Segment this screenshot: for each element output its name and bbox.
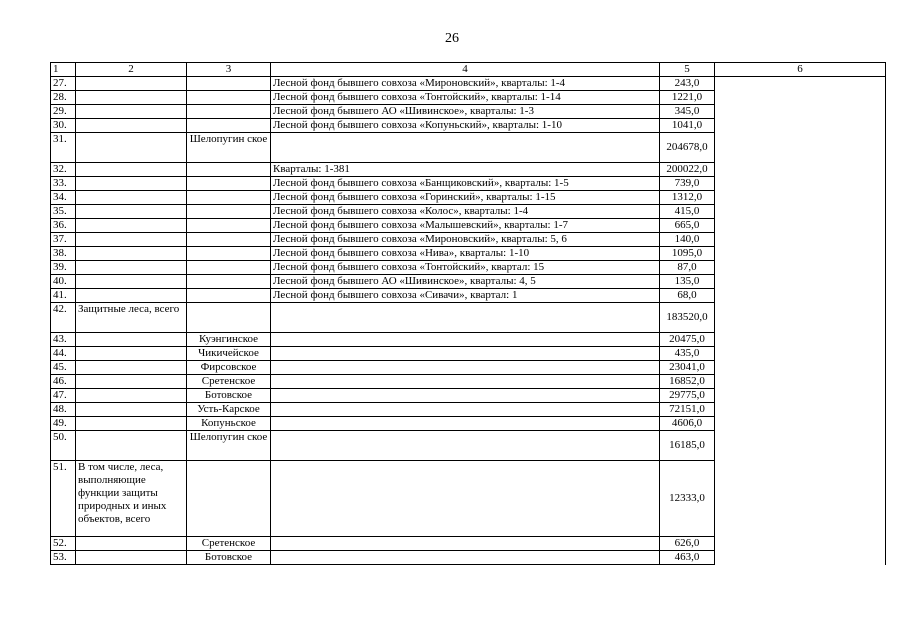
header-col-5: 5 xyxy=(660,63,715,77)
empty-cell xyxy=(715,375,886,389)
row-number-cell: 43. xyxy=(51,333,76,347)
description-cell: Лесной фонд бывшего совхоза «Банщиковский», кварталы: 1-5 xyxy=(271,177,660,191)
description-cell: Лесной фонд бывшего совхоза «Мироновский», кварталы: 5, 6 xyxy=(271,233,660,247)
category-cell: Защитные леса, всего xyxy=(76,303,187,333)
empty-cell xyxy=(715,91,886,105)
table-row xyxy=(51,403,886,417)
row-number-cell: 35. xyxy=(51,205,76,219)
row-number-cell: 46. xyxy=(51,375,76,389)
category-cell xyxy=(76,177,187,191)
forestry-cell xyxy=(187,77,271,91)
category-cell xyxy=(76,537,187,551)
description-cell: Лесной фонд бывшего совхоза «Тонтойский», кварталы: 1-14 xyxy=(271,91,660,105)
header-col-6: 6 xyxy=(715,63,886,77)
forestry-cell: Фирсовское xyxy=(187,361,271,375)
row-number-cell: 42. xyxy=(51,303,76,333)
header-col-4: 4 xyxy=(271,63,660,77)
description-cell: Лесной фонд бывшего совхоза «Сивачи», квартал: 1 xyxy=(271,289,660,303)
category-cell xyxy=(76,333,187,347)
area-cell: 626,0 xyxy=(660,537,715,551)
area-cell: 4606,0 xyxy=(660,417,715,431)
table-row xyxy=(51,163,886,177)
category-cell xyxy=(76,275,187,289)
category-cell xyxy=(76,551,187,565)
description-cell xyxy=(271,431,660,461)
area-cell: 665,0 xyxy=(660,219,715,233)
empty-cell xyxy=(715,389,886,403)
category-cell xyxy=(76,205,187,219)
description-cell xyxy=(271,133,660,163)
category-cell xyxy=(76,191,187,205)
table-row xyxy=(51,191,886,205)
category-cell xyxy=(76,403,187,417)
table-row xyxy=(51,461,886,537)
empty-cell xyxy=(715,333,886,347)
empty-cell xyxy=(715,403,886,417)
empty-cell xyxy=(715,247,886,261)
empty-cell xyxy=(715,133,886,163)
empty-cell xyxy=(715,289,886,303)
area-cell: 183520,0 xyxy=(660,303,715,333)
category-cell xyxy=(76,375,187,389)
category-cell xyxy=(76,389,187,403)
forestry-cell: Шелопугин ское xyxy=(187,431,271,461)
forestry-cell xyxy=(187,219,271,233)
table-row xyxy=(51,347,886,361)
table-row xyxy=(51,133,886,163)
description-cell xyxy=(271,347,660,361)
row-number-cell: 47. xyxy=(51,389,76,403)
table-row xyxy=(51,375,886,389)
forestry-cell: Ботовское xyxy=(187,389,271,403)
area-cell: 739,0 xyxy=(660,177,715,191)
table-row xyxy=(51,177,886,191)
row-number-cell: 52. xyxy=(51,537,76,551)
empty-cell xyxy=(715,461,886,537)
row-number-cell: 40. xyxy=(51,275,76,289)
description-cell xyxy=(271,361,660,375)
table-row xyxy=(51,247,886,261)
forestry-cell: Куэнгинское xyxy=(187,333,271,347)
table-row xyxy=(51,261,886,275)
forestry-cell xyxy=(187,233,271,247)
empty-cell xyxy=(715,361,886,375)
category-cell xyxy=(76,361,187,375)
table-header-row xyxy=(51,63,886,77)
area-cell: 345,0 xyxy=(660,105,715,119)
category-cell xyxy=(76,261,187,275)
row-number-cell: 27. xyxy=(51,77,76,91)
category-cell xyxy=(76,247,187,261)
empty-cell xyxy=(715,303,886,333)
forestry-cell: Копуньское xyxy=(187,417,271,431)
table-row xyxy=(51,119,886,133)
category-cell xyxy=(76,163,187,177)
forest-fund-table xyxy=(50,62,886,565)
empty-cell xyxy=(715,431,886,461)
forestry-cell xyxy=(187,119,271,133)
forestry-cell: Сретенское xyxy=(187,375,271,389)
forestry-cell xyxy=(187,91,271,105)
description-cell: Лесной фонд бывшего совхоза «Колос», кварталы: 1-4 xyxy=(271,205,660,219)
forestry-cell xyxy=(187,163,271,177)
area-cell: 20475,0 xyxy=(660,333,715,347)
forestry-cell: Усть-Карское xyxy=(187,403,271,417)
area-cell: 463,0 xyxy=(660,551,715,565)
row-number-cell: 34. xyxy=(51,191,76,205)
table-row xyxy=(51,389,886,403)
empty-cell xyxy=(715,233,886,247)
description-cell xyxy=(271,403,660,417)
row-number-cell: 50. xyxy=(51,431,76,461)
area-cell: 135,0 xyxy=(660,275,715,289)
forestry-cell: Сретенское xyxy=(187,537,271,551)
table-row xyxy=(51,431,886,461)
area-cell: 1221,0 xyxy=(660,91,715,105)
row-number-cell: 53. xyxy=(51,551,76,565)
forestry-cell xyxy=(187,191,271,205)
description-cell: Лесной фонд бывшего совхоза «Тонтойский», квартал: 15 xyxy=(271,261,660,275)
table-row xyxy=(51,333,886,347)
row-number-cell: 30. xyxy=(51,119,76,133)
header-col-2: 2 xyxy=(76,63,187,77)
category-cell xyxy=(76,77,187,91)
description-cell: Лесной фонд бывшего АО «Шивинское», кварталы: 1-3 xyxy=(271,105,660,119)
description-cell xyxy=(271,537,660,551)
category-cell xyxy=(76,289,187,303)
row-number-cell: 31. xyxy=(51,133,76,163)
forestry-cell xyxy=(187,303,271,333)
area-cell: 68,0 xyxy=(660,289,715,303)
row-number-cell: 48. xyxy=(51,403,76,417)
forestry-cell: Чикичейское xyxy=(187,347,271,361)
category-cell: В том числе, леса, выполняющие функции защиты природных и иных объектов, всего xyxy=(76,461,187,537)
description-cell: Лесной фонд бывшего совхоза «Мироновский», кварталы: 1-4 xyxy=(271,77,660,91)
row-number-cell: 49. xyxy=(51,417,76,431)
row-number-cell: 41. xyxy=(51,289,76,303)
forestry-cell xyxy=(187,461,271,537)
table-row xyxy=(51,233,886,247)
description-cell: Лесной фонд бывшего совхоза «Нива», кварталы: 1-10 xyxy=(271,247,660,261)
forestry-cell xyxy=(187,261,271,275)
empty-cell xyxy=(715,205,886,219)
row-number-cell: 29. xyxy=(51,105,76,119)
empty-cell xyxy=(715,77,886,91)
empty-cell xyxy=(715,275,886,289)
row-number-cell: 38. xyxy=(51,247,76,261)
category-cell xyxy=(76,417,187,431)
category-cell xyxy=(76,347,187,361)
area-cell: 415,0 xyxy=(660,205,715,219)
forestry-cell xyxy=(187,205,271,219)
row-number-cell: 33. xyxy=(51,177,76,191)
area-cell: 243,0 xyxy=(660,77,715,91)
description-cell: Лесной фонд бывшего АО «Шивинское», кварталы: 4, 5 xyxy=(271,275,660,289)
forestry-cell: Ботовское xyxy=(187,551,271,565)
row-number-cell: 45. xyxy=(51,361,76,375)
area-cell: 140,0 xyxy=(660,233,715,247)
row-number-cell: 39. xyxy=(51,261,76,275)
empty-cell xyxy=(715,105,886,119)
page-number: 26 xyxy=(445,31,459,46)
area-cell: 16852,0 xyxy=(660,375,715,389)
description-cell xyxy=(271,417,660,431)
forestry-cell: Шелопугин ское xyxy=(187,133,271,163)
forestry-cell xyxy=(187,105,271,119)
table-row xyxy=(51,361,886,375)
row-number-cell: 44. xyxy=(51,347,76,361)
table-row xyxy=(51,289,886,303)
category-cell xyxy=(76,133,187,163)
description-cell: Кварталы: 1-381 xyxy=(271,163,660,177)
empty-cell xyxy=(715,219,886,233)
empty-cell xyxy=(715,347,886,361)
category-cell xyxy=(76,219,187,233)
table-row xyxy=(51,275,886,289)
table-row xyxy=(51,205,886,219)
empty-cell xyxy=(715,191,886,205)
empty-cell xyxy=(715,537,886,551)
area-cell: 23041,0 xyxy=(660,361,715,375)
description-cell xyxy=(271,461,660,537)
row-number-cell: 28. xyxy=(51,91,76,105)
table-row xyxy=(51,537,886,551)
table-row xyxy=(51,105,886,119)
header-col-1: 1 xyxy=(51,63,76,77)
area-cell: 1041,0 xyxy=(660,119,715,133)
area-cell: 200022,0 xyxy=(660,163,715,177)
empty-cell xyxy=(715,177,886,191)
description-cell xyxy=(271,375,660,389)
empty-cell xyxy=(715,551,886,565)
category-cell xyxy=(76,431,187,461)
empty-cell xyxy=(715,261,886,275)
category-cell xyxy=(76,91,187,105)
area-cell: 1312,0 xyxy=(660,191,715,205)
table-row xyxy=(51,417,886,431)
area-cell: 1095,0 xyxy=(660,247,715,261)
category-cell xyxy=(76,119,187,133)
row-number-cell: 36. xyxy=(51,219,76,233)
category-cell xyxy=(76,105,187,119)
category-cell xyxy=(76,233,187,247)
area-cell: 29775,0 xyxy=(660,389,715,403)
area-cell: 16185,0 xyxy=(660,431,715,461)
empty-cell xyxy=(715,119,886,133)
table-row xyxy=(51,551,886,565)
row-number-cell: 51. xyxy=(51,461,76,537)
empty-cell xyxy=(715,163,886,177)
table-row xyxy=(51,303,886,333)
area-cell: 12333,0 xyxy=(660,461,715,537)
area-cell: 87,0 xyxy=(660,261,715,275)
table-row xyxy=(51,91,886,105)
forestry-cell xyxy=(187,289,271,303)
row-number-cell: 37. xyxy=(51,233,76,247)
forestry-cell xyxy=(187,247,271,261)
description-cell xyxy=(271,389,660,403)
area-cell: 204678,0 xyxy=(660,133,715,163)
description-cell: Лесной фонд бывшего совхоза «Малышевский», кварталы: 1-7 xyxy=(271,219,660,233)
description-cell xyxy=(271,303,660,333)
description-cell: Лесной фонд бывшего совхоза «Горинский», кварталы: 1-15 xyxy=(271,191,660,205)
description-cell xyxy=(271,333,660,347)
row-number-cell: 32. xyxy=(51,163,76,177)
description-cell: Лесной фонд бывшего совхоза «Копуньский», кварталы: 1-10 xyxy=(271,119,660,133)
area-cell: 435,0 xyxy=(660,347,715,361)
empty-cell xyxy=(715,417,886,431)
forestry-cell xyxy=(187,177,271,191)
area-cell: 72151,0 xyxy=(660,403,715,417)
header-col-3: 3 xyxy=(187,63,271,77)
table-row xyxy=(51,219,886,233)
table-row xyxy=(51,77,886,91)
forestry-cell xyxy=(187,275,271,289)
description-cell xyxy=(271,551,660,565)
